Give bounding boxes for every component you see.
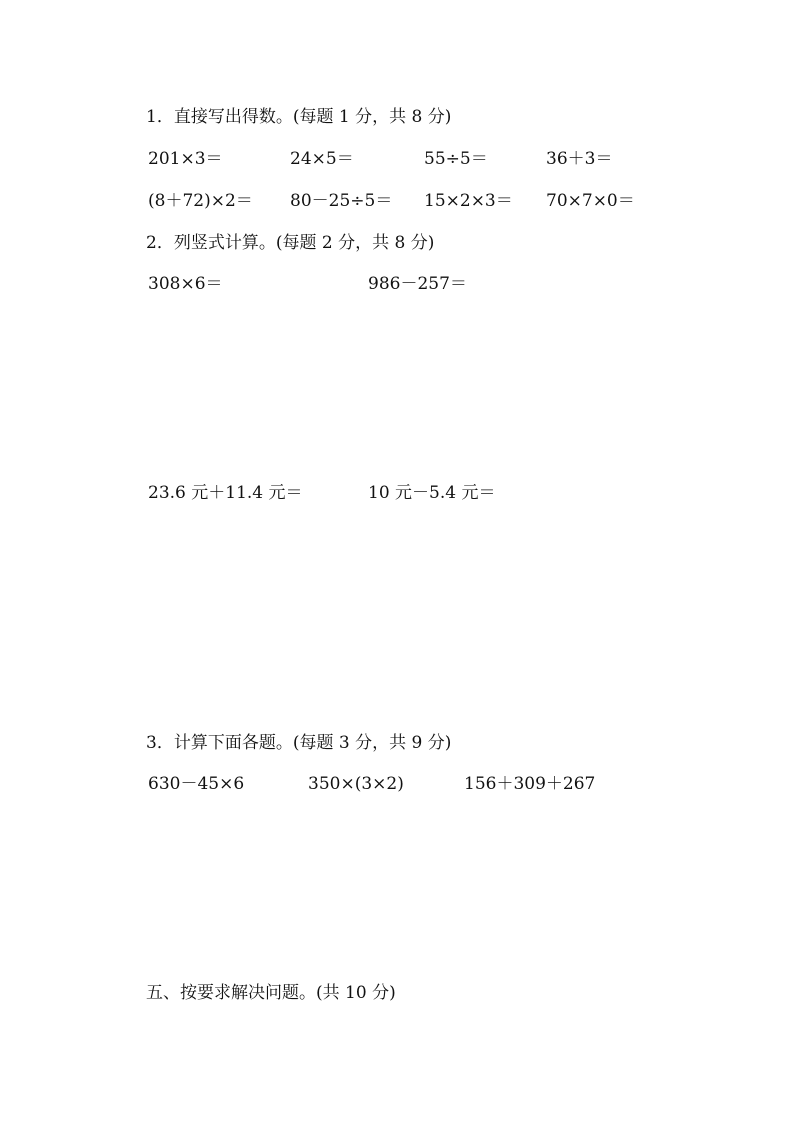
q3-heading: 3．计算下面各题。(每题 3 分，共 9 分) bbox=[146, 733, 452, 753]
section5-heading: 五、按要求解决问题。(共 10 分) bbox=[146, 983, 396, 1003]
q2-expression-4: 10 元－5.4 元＝ bbox=[368, 483, 496, 503]
q1-expression-1: 201×3＝ bbox=[148, 149, 223, 169]
q1-expression-7: 15×2×3＝ bbox=[424, 191, 513, 211]
q2-expression-2: 986－257＝ bbox=[368, 274, 467, 294]
q2-expression-3: 23.6 元＋11.4 元＝ bbox=[148, 483, 303, 503]
q1-expression-5: (8＋72)×2＝ bbox=[148, 191, 253, 211]
q1-expression-2: 24×5＝ bbox=[290, 149, 354, 169]
q1-heading: 1．直接写出得数。(每题 1 分，共 8 分) bbox=[146, 107, 452, 127]
q1-expression-8: 70×7×0＝ bbox=[546, 191, 635, 211]
q2-expression-1: 308×6＝ bbox=[148, 274, 223, 294]
q2-heading: 2．列竖式计算。(每题 2 分，共 8 分) bbox=[146, 233, 435, 253]
q1-expression-6: 80－25÷5＝ bbox=[290, 191, 393, 211]
q3-expression-1: 630－45×6 bbox=[148, 774, 245, 794]
q1-expression-3: 55÷5＝ bbox=[424, 149, 488, 169]
q3-expression-3: 156＋309＋267 bbox=[464, 774, 596, 794]
q3-expression-2: 350×(3×2) bbox=[308, 774, 404, 794]
q1-expression-4: 36＋3＝ bbox=[546, 149, 613, 169]
